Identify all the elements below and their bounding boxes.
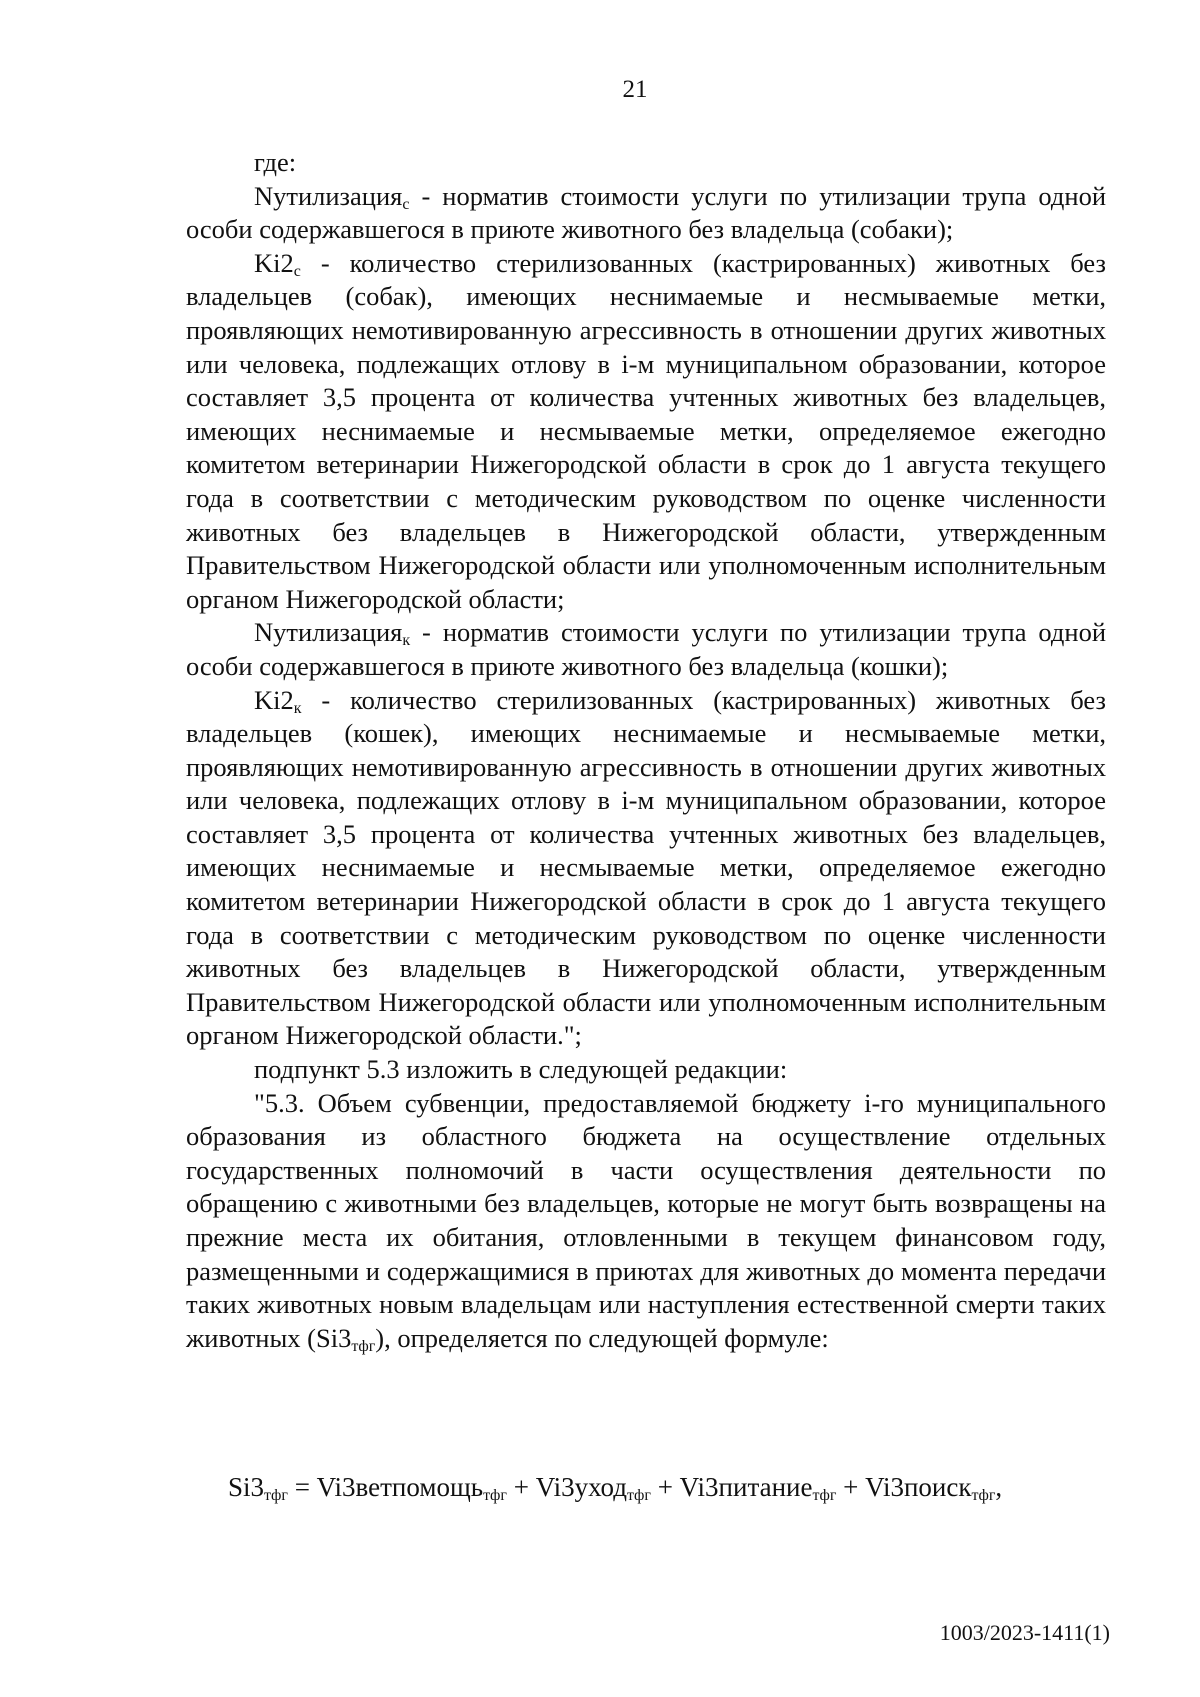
definition: - норматив стоимости услуги по утилизации трупа одной особи содержавшегося в приюте животного без владельца (собаки); — [186, 180, 1106, 245]
formula-subscript: тфг — [971, 1487, 996, 1504]
term: Nутилизация — [254, 617, 403, 648]
definition: - количество стерилизованных (кастрированных) животных без владельцев (собак), имеющих неснимаемые и несмываемые метки, проявляющих немотивированную агрессивность в отношении других животных или человека, подлежащих отлову в i-м муниципальном образовании, которое составляет 3,5 процента от количества учтенных животных без владельцев, имеющих неснимаемые и несмываемые метки, определяемое ежегодно комитетом ветеринарии Нижегородской области в срок до 1 августа текущего года в соответствии с методическим руководством по оценке численности животных без владельцев в Нижегородской области, утвержденным Правительством Нижегородской области или уполномоченным исполнительным органом Нижегородской области; — [186, 247, 1106, 614]
term: Ki2 — [254, 684, 294, 715]
formula-si3 — [228, 1472, 1002, 1503]
paragraph-5-3 — [186, 1087, 1106, 1356]
formula-subscript: тфг — [812, 1487, 837, 1504]
definition: - норматив стоимости услуги по утилизации трупа одной особи содержавшегося в приюте животного без владельца (кошки); — [186, 617, 1106, 681]
formula-term: + Vi3поиск — [836, 1472, 972, 1502]
formula-subscript: тфг — [627, 1487, 651, 1504]
formula-subscript: тфг — [483, 1487, 507, 1504]
term-subscript: с — [293, 262, 301, 280]
clause-subscript: тфг — [351, 1337, 376, 1355]
paragraph-n-utilization-dogs — [186, 180, 1106, 247]
definition: - количество стерилизованных (кастрированных) животных без владельцев (кошек), имеющих неснимаемые и несмываемые метки, проявляющих немотивированную агрессивность в отношении других животных или человека, подлежащих отлову в i-м муниципальном образовании, которое составляет 3,5 процента от количества учтенных животных без владельцев, имеющих неснимаемые и несмываемые метки, определяемое ежегодно комитетом ветеринарии Нижегородской области в срок до 1 августа текущего года в соответствии с методическим руководством по оценке численности животных без владельцев в Нижегородской области, утвержденным Правительством Нижегородской области или уполномоченным исполнительным органом Нижегородской области."; — [186, 684, 1106, 1051]
paragraph-ki2-cats — [186, 684, 1106, 1054]
formula-term: + Vi3уход — [506, 1472, 628, 1502]
where-label: где: — [254, 147, 297, 177]
paragraph-ki2-dogs — [186, 247, 1106, 617]
formula-subscript: тфг — [264, 1487, 288, 1504]
page-number: 21 — [622, 76, 648, 103]
formula-term: = Vi3ветпомощь — [287, 1472, 484, 1502]
term: Nутилизация — [254, 180, 403, 211]
term-subscript: с — [402, 195, 410, 213]
term-subscript: к — [402, 632, 411, 650]
term: Ki2 — [254, 247, 294, 278]
formula-term: + Vi3питание — [650, 1472, 813, 1502]
term-subscript: к — [293, 699, 302, 717]
clause-text: "5.3. Объем субвенции, предоставляемой бюджету i-го муниципального образования из областного бюджета на осуществление отдельных государственных полномочий в части осуществления деятельности по обращению с животными без владельцев, которые не могут быть возвращены на прежние места их обитания, отловленными в текущем финансовом году, размещенными и содержащимися в приютах для животных до момента передачи таких животных новым владельцам или наступления естественной смерти таких животных (Si3 — [186, 1087, 1106, 1353]
paragraph-subclause-intro: подпункт 5.3 изложить в следующей редакции: — [254, 1054, 788, 1085]
paragraph-n-utilization-cats — [186, 616, 1106, 683]
formula-term: , — [995, 1472, 1003, 1502]
clause-tail: ), определяется по следующей формуле: — [375, 1322, 829, 1353]
document-code: 1003/2023-1411(1) — [939, 1620, 1110, 1645]
document-body — [186, 146, 1106, 1355]
formula-term: Si3 — [228, 1472, 265, 1502]
